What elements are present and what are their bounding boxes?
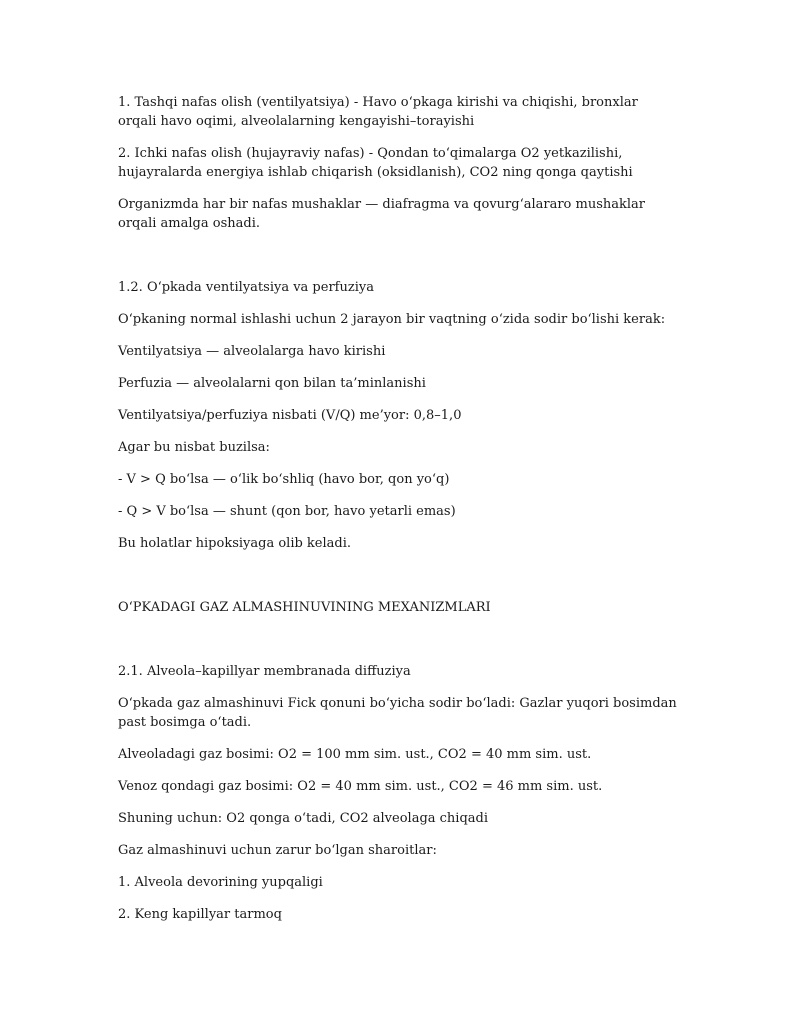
list-item-dead-space: - V > Q bo‘lsa — o‘lik bo‘shliq (havo bor, qon yo‘q) xyxy=(118,472,450,487)
paragraph-conditions: Gaz almashinuvi uchun zarur bo‘lgan sharoitlar: xyxy=(118,843,437,858)
paragraph-respiratory-muscles: Organizmda har bir nafas mushaklar — diafragma va qovurg‘alararo mushaklar orqali amalga oshadi. xyxy=(118,197,645,231)
paragraph-if-disturbed: Agar bu nisbat buzilsa: xyxy=(118,440,270,455)
section-heading-2-1: 2.1. Alveola–kapillyar membranada diffuziya xyxy=(118,664,411,679)
paragraph-therefore: Shuning uchun: O2 qonga o‘tadi, CO2 alveolaga chiqadi xyxy=(118,811,489,826)
list-item-capillary-network: 2. Keng kapillyar tarmoq xyxy=(118,907,282,922)
paragraph-internal-respiration: 2. Ichki nafas olish (hujayraviy nafas) - Qondan to‘qimalarga O2 yetkazilishi, hujayralarda energiya ishlab chiqarish (oksidlanish), CO2 ning qonga qaytishi xyxy=(118,146,633,180)
section-heading-1-2: 1.2. O‘pkada ventilyatsiya va perfuziya xyxy=(118,280,374,295)
paragraph-alveolar-pressure: Alveoladagi gaz bosimi: O2 = 100 mm sim. ust., CO2 = 40 mm sim. ust. xyxy=(118,747,592,762)
list-item-thin-wall: 1. Alveola devorining yupqaligi xyxy=(118,875,323,890)
paragraph-vq-ratio: Ventilyatsiya/perfuziya nisbati (V/Q) me’yor: 0,8–1,0 xyxy=(118,408,462,423)
paragraph-normal-function: O‘pkaning normal ishlashi uchun 2 jarayon bir vaqtning o‘zida sodir bo‘lishi kerak: xyxy=(118,312,666,327)
list-item-shunt: - Q > V bo‘lsa — shunt (qon bor, havo yetarli emas) xyxy=(118,504,456,519)
chapter-heading-gas-exchange: O‘PKADAGI GAZ ALMASHINUVINING MEXANIZMLARI xyxy=(118,600,491,615)
paragraph-perfusion: Perfuzia — alveolalarni qon bilan ta’minlanishi xyxy=(118,376,426,391)
paragraph-external-respiration: 1. Tashqi nafas olish (ventilyatsiya) - Havo o‘pkaga kirishi va chiqishi, bronxlar orqali havo oqimi, alveolalarning kengayishi–torayishi xyxy=(118,95,638,129)
paragraph-venous-pressure: Venoz qondagi gaz bosimi: O2 = 40 mm sim. ust., CO2 = 46 mm sim. ust. xyxy=(118,779,603,794)
document-page xyxy=(118,93,678,924)
paragraph-fick-law: O‘pkada gaz almashinuvi Fick qonuni bo‘yicha sodir bo‘ladi: Gazlar yuqori bosimdan past bosimga o‘tadi. xyxy=(118,696,677,730)
paragraph-ventilation: Ventilyatsiya — alveolalarga havo kirishi xyxy=(118,344,386,359)
paragraph-hypoxia: Bu holatlar hipoksiyaga olib keladi. xyxy=(118,536,352,551)
